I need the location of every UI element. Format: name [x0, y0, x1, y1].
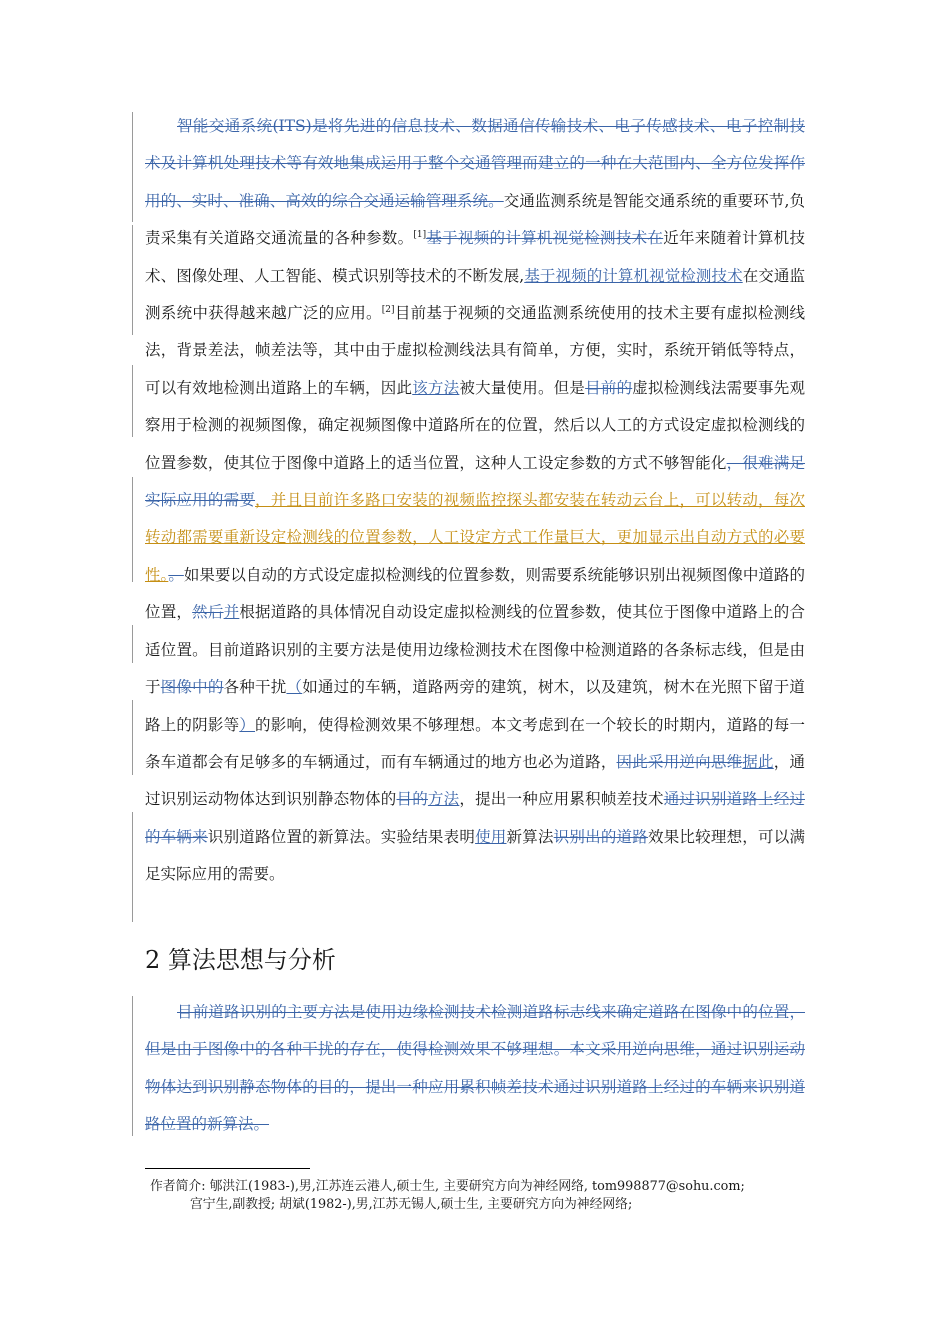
body-text: 的影响，使得检测效果不够理想。本文考虑到在一个较长的时期内，道路的每一条车道都会有足够多的车辆通过，而有车辆通过的地方也必为道路，	[145, 715, 805, 771]
change-bar	[132, 996, 133, 1136]
inserted-text: 据此	[742, 752, 774, 771]
body-text: 根据道路的具体情况自动设定虚拟检测线的位置参数，使其位于图像中道路上的合适位置。目前道路识别的主要方法是使用边缘检测技术在图像中检测道路的各条标志线，但是由于	[145, 603, 805, 697]
inserted-text: 该方法	[412, 378, 460, 397]
citation-ref: [1]	[413, 230, 427, 241]
citation-ref: [2]	[381, 305, 395, 316]
deleted-text: 智能交通系统(ITS)是将先进的信息技术、数据通信传输技术、电子传感技术、电子控制技术及计算机处理技术等有效地集成运用于整个交通管理而建立的一种在大范围内、全方位发挥作用的、实时、准确、高效的综合交通运输管理系统。	[145, 117, 805, 210]
inserted-text: 基于视频的计算机视觉检测技术	[524, 266, 743, 285]
body-text: 在交通监测系统中获得越来越广泛的应用。	[145, 266, 805, 323]
deleted-text: 。	[168, 565, 184, 584]
body-text: 如通过的车辆，道路两旁的建筑，树木，以及建筑，树木在光照下留于道路上的阴影等	[145, 678, 805, 734]
change-bar	[132, 477, 133, 582]
body-text: 新算法	[506, 827, 554, 846]
inserted-text: 使用	[475, 827, 507, 846]
deleted-text: 目前道路识别的主要方法是使用边缘检测技术检测道路标志线来确定道路在图像中的位置，但是由于图像中的各种干扰的存在，使得检测效果不够理想。本文采用逆向思维，通过识别运动物体达到识别静态物体的目的，提出一种应用累积帧差技术通过识别道路上经过的车辆来识别道路位置的新算法。	[145, 1003, 805, 1134]
body-text: 目前基于视频的交通监测系统使用的技术主要有虚拟检测线法，背景差法，帧差法等，其中由于虚拟检测线法具有简单，方便，实时，系统开销低等特点，可以有效地检测出道路上的车辆，因此	[145, 304, 805, 397]
body-text: 效果比较理想，可以满足实际应用的需要。	[145, 827, 805, 884]
deleted-text: 目的	[396, 790, 428, 809]
deleted-text: 因此采用逆向思维	[616, 752, 743, 771]
intro-paragraph	[145, 108, 805, 894]
section-heading: 2 算法思想与分析	[145, 946, 336, 974]
footnote-rule	[145, 1168, 310, 1169]
deleted-text: 基于视频的计算机视觉检测技术在	[426, 229, 664, 248]
footnote-line-2: 宫宁生,副教授; 胡斌(1982-),男,江苏无锡人,硕士生, 主要研究方向为神经网络;	[190, 1197, 633, 1212]
change-bar	[132, 812, 133, 922]
body-text: ，通过识别运动物体达到识别静态物体的	[145, 752, 805, 809]
change-bar	[132, 365, 133, 437]
footnote-line-1: 作者简介: 郇洪江(1983-),男,江苏连云港人,硕士生, 主要研究方向为神经网络, tom998877@sohu.com;	[150, 1179, 745, 1194]
inserted-text: 并	[223, 603, 240, 622]
footnote	[150, 1178, 850, 1214]
inserted-text: （	[286, 678, 303, 697]
deleted-text: 图像中的	[160, 678, 224, 697]
change-bar	[132, 700, 133, 775]
change-bar	[132, 112, 133, 222]
body-text: 被大量使用。但是	[459, 378, 586, 397]
deleted-text: 通过识别道路上经过的车辆来	[145, 790, 805, 846]
section-paragraph	[145, 994, 805, 1144]
inserted-text: ，并且目前许多路口安装的视频监控探头都安装在转动云台上，可以转动，每次转动都需要重新设定检测线的位置参数，人工设定方式工作量巨大，更加显示出自动方式的必要性。	[145, 491, 805, 584]
deleted-text: 然后	[192, 603, 224, 622]
inserted-text: ）	[239, 715, 256, 734]
body-text: 各种干扰	[223, 678, 287, 697]
body-text: 虚拟检测线法需要事先观察用于检测的视频图像，确定视频图像中道路所在的位置，然后以人工的方式设定虚拟检测线的位置参数，使其位于图像中道路上的适当位置，这种人工设定参数的方式不够智能化	[145, 378, 805, 472]
body-text: 如果要以自动的方式设定虚拟检测线的位置参数，则需要系统能够识别出视频图像中道路的位置，	[145, 565, 805, 622]
body-text: 交通监测系统是智能交通系统的重要环节,负责采集有关道路交通流量的各种参数。	[145, 191, 805, 248]
body-text: ，提出一种应用累积帧差技术	[459, 790, 664, 809]
deleted-text: 目前的	[585, 378, 633, 397]
change-bar	[132, 225, 133, 335]
inserted-text: 方法	[427, 790, 460, 809]
deleted-text: ，很难满足实际应用的需要	[145, 453, 805, 510]
deleted-text: 识别出的道路	[553, 827, 648, 846]
change-bar	[132, 625, 133, 663]
body-text: 识别道路位置的新算法。实验结果表明	[207, 827, 476, 846]
body-text: 近年来随着计算机技术、图像处理、人工智能、模式识别等技术的不断发展,	[145, 229, 805, 285]
